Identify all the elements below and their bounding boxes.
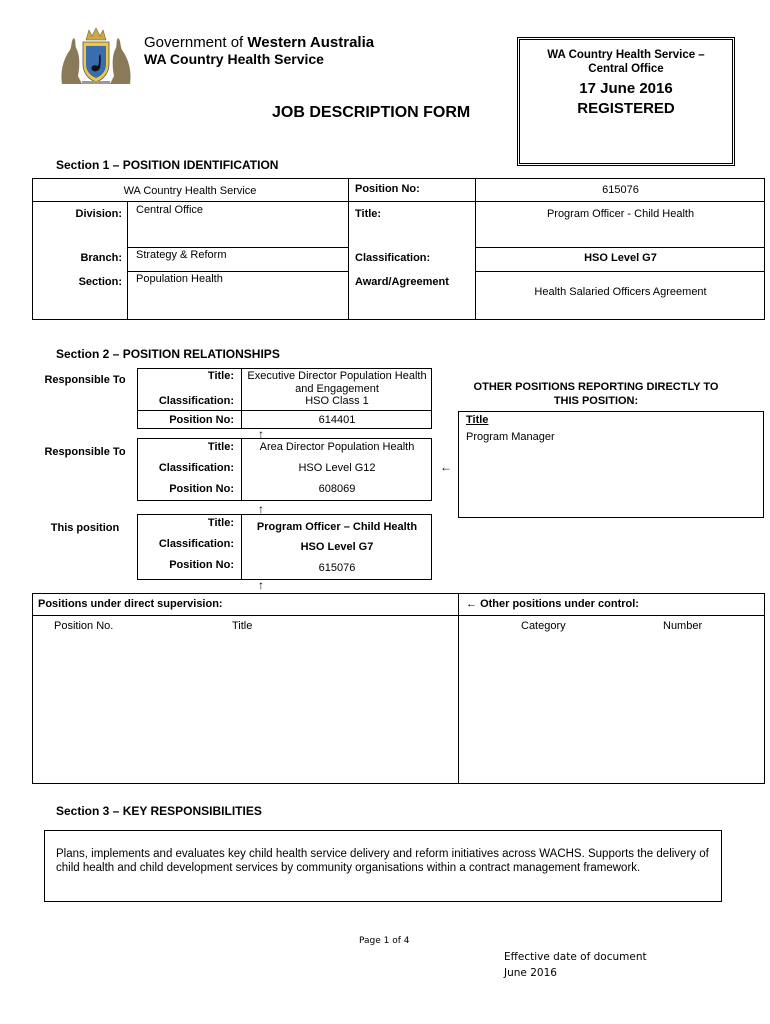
classification-label: Classification:	[355, 252, 431, 264]
title-value: Program Officer - Child Health	[546, 208, 695, 220]
effective-date: June 2016	[504, 967, 557, 979]
l3-classification-label: Classification:	[158, 538, 234, 550]
key-responsibilities-text: Plans, implements and evaluates key child health service delivery and reform initiatives across WACHS. Supports the delivery of child health and child development services by community organisations within a contract management framework.	[56, 848, 709, 874]
l3-title-label: Title:	[207, 517, 234, 529]
award-label: Award/Agreement	[355, 276, 449, 288]
responsible-to-label-2: Responsible To	[44, 446, 126, 458]
col-position-no: Position No.	[54, 620, 114, 632]
this-position-label: This position	[50, 522, 120, 534]
position-no-label: Position No:	[355, 183, 420, 195]
l2-title-value: Area Director Population Health	[259, 441, 415, 453]
left-arrow-icon: ←	[466, 598, 481, 610]
other-title-header: Title	[466, 414, 489, 426]
other-control-label	[466, 598, 639, 610]
l3-title-value: Program Officer – Child Health	[256, 521, 418, 533]
section-label: Section:	[78, 276, 122, 288]
supervision-table	[32, 593, 765, 784]
other-control-text: Other positions under control:	[480, 598, 639, 610]
col-title: Title	[232, 620, 253, 632]
government-name	[144, 34, 374, 51]
l3-classification-value: HSO Level G7	[300, 541, 374, 553]
org-name: WA Country Health Service	[123, 185, 257, 197]
up-arrow-icon: ↑	[258, 578, 264, 592]
gov-bold-text: Western Australia	[247, 34, 375, 51]
left-arrow-icon: ←	[440, 460, 452, 474]
l1-classification-value: HSO Class 1	[305, 395, 369, 407]
l1-title-value: Executive Director Population Health and Engagement	[247, 370, 427, 395]
division-label: Division:	[75, 208, 122, 220]
position-no-value: 615076	[602, 184, 639, 196]
stamp-date: 17 June 2016	[579, 80, 673, 97]
l1-position-no-value: 614401	[318, 414, 356, 426]
stamp-org: WA Country Health Service – Central Office	[547, 49, 705, 75]
title-label: Title:	[355, 208, 382, 220]
wa-crest-logo	[56, 26, 136, 86]
section1-heading: Section 1 – POSITION IDENTIFICATION	[56, 158, 279, 172]
l2-position-no-label: Position No:	[169, 483, 234, 495]
l2-classification-value: HSO Level G12	[298, 462, 376, 474]
classification-value: HSO Level G7	[584, 252, 657, 264]
effective-label: Effective date of document	[504, 951, 647, 963]
form-title: JOB DESCRIPTION FORM	[272, 104, 471, 121]
branch-value: Strategy & Reform	[136, 249, 227, 261]
l2-classification-label: Classification:	[158, 462, 234, 474]
division-value: Central Office	[136, 204, 204, 216]
l1-position-no-label: Position No:	[169, 414, 234, 426]
l1-classification-label: Classification:	[158, 395, 234, 407]
under-supervision-text: Positions under direct supervision:	[38, 598, 223, 610]
responsible-to-label-1: Responsible To	[44, 374, 126, 386]
col-number: Number	[663, 620, 703, 632]
under-supervision-label	[38, 598, 223, 610]
l2-title-label: Title:	[207, 441, 234, 453]
l3-position-no-label: Position No:	[169, 559, 234, 571]
l3-position-no-value: 615076	[318, 562, 356, 574]
branch-label: Branch:	[80, 252, 122, 264]
up-arrow-icon: ↑	[258, 427, 264, 441]
page-number: Page 1 of 4	[359, 936, 410, 946]
stamp-status: REGISTERED	[577, 100, 675, 117]
service-name: WA Country Health Service	[144, 51, 324, 67]
l1-title-label: Title:	[207, 370, 234, 382]
section3-heading: Section 3 – KEY RESPONSIBILITIES	[56, 804, 262, 818]
other-positions-box	[458, 411, 764, 518]
section2-heading: Section 2 – POSITION RELATIONSHIPS	[56, 347, 280, 361]
l2-position-no-value: 608069	[318, 483, 356, 495]
registration-stamp	[517, 37, 735, 166]
gov-line-text: Government of	[144, 34, 248, 51]
col-category: Category	[521, 620, 566, 632]
award-value: Health Salaried Officers Agreement	[534, 286, 707, 298]
up-arrow-icon: ↑	[258, 502, 264, 516]
section-value: Population Health	[136, 273, 223, 285]
other-positions-heading: OTHER POSITIONS REPORTING DIRECTLY TO THIS POSITION:	[473, 381, 719, 407]
other-position-item: Program Manager	[466, 431, 555, 443]
